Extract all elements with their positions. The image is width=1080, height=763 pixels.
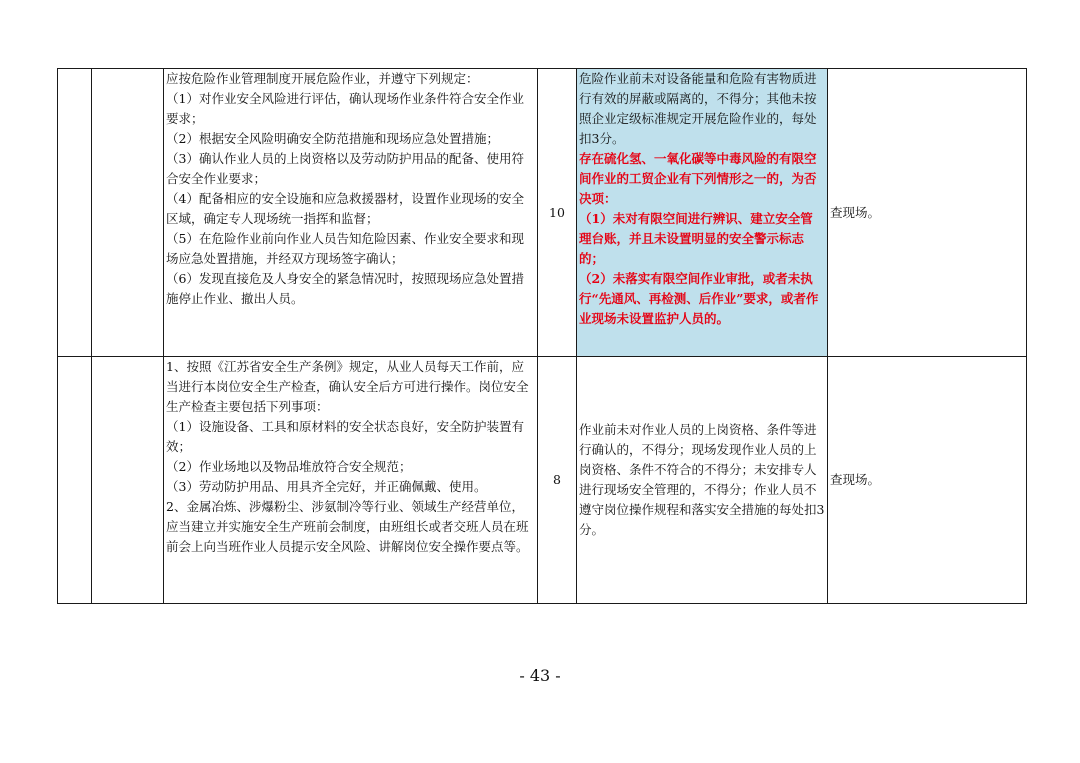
requirement-line: （3）劳动防护用品、用具齐全完好，并正确佩戴、使用。 — [166, 479, 487, 494]
table-row — [58, 69, 1027, 357]
method-cell: 查现场。 — [828, 357, 1027, 604]
standard-cell — [577, 69, 828, 357]
requirement-line: （3）确认作业人员的上岗资格以及劳动防护用品的配备、使用符合安全作业要求； — [166, 151, 524, 186]
requirement-cell — [164, 69, 538, 357]
requirement-line: （1）设施设备、工具和原材料的安全状态良好，安全防护装置有效； — [166, 419, 524, 454]
requirement-line: 2、金属冶炼、涉爆粉尘、涉氨制冷等行业、领域生产经营单位，应当建立并实施安全生产班前会制度，由班组长或者交班人员在班前会上向当班作业人员提示安全风险、讲解岗位安全操作要点等。 — [166, 499, 529, 554]
requirement-line: （2）根据安全风险明确安全防范措施和现场应急处置措施； — [166, 131, 499, 146]
standard-text: 危险作业前未对设备能量和危险有害物质进行有效的屏蔽或隔离的，不得分；其他未按照企业定级标准规定开展危险作业的，每处扣3分。 — [579, 71, 817, 146]
veto-item-text: 存在硫化氢、一氧化碳等中毒风险的有限空间作业的工贸企业有下列情形之一的，为否决项： — [579, 151, 817, 206]
requirement-line: 应按危险作业管理制度开展危险作业，并遵守下列规定： — [166, 71, 479, 86]
requirement-line: 1、按照《江苏省安全生产条例》规定，从业人员每天工作前，应当进行本岗位安全生产检查，确认安全后方可进行操作。岗位安全生产检查主要包括下列事项： — [166, 359, 529, 414]
requirement-line: （6）发现直接危及人身安全的紧急情况时，按照现场应急处置措施停止作业、撤出人员。 — [166, 271, 524, 306]
method-cell: 查现场。 — [828, 69, 1027, 357]
table-row — [58, 357, 1027, 604]
page-number: - 43 - — [519, 666, 561, 685]
veto-item-text: （1）未对有限空间进行辨识、建立安全管理台账，并且未设置明显的安全警示标志的； — [579, 211, 813, 266]
standard-cell — [577, 357, 828, 604]
blank-cell — [92, 69, 164, 357]
requirement-cell — [164, 357, 538, 604]
assessment-table — [57, 68, 1027, 604]
requirement-line: （4）配备相应的安全设施和应急救援器材，设置作业现场的安全区域，确定专人现场统一指挥和监督； — [166, 191, 524, 226]
blank-cell — [58, 69, 92, 357]
blank-cell — [92, 357, 164, 604]
requirement-line: （5）在危险作业前向作业人员告知危险因素、作业安全要求和现场应急处置措施，并经双方现场签字确认； — [166, 231, 524, 266]
standard-text: 作业前未对作业人员的上岗资格、条件等进行确认的，不得分；现场发现作业人员的上岗资格、条件不符合的不得分；未安排专人进行现场安全管理的，不得分；作业人员不遵守岗位操作规程和落实安全措施的每处扣3分。 — [579, 422, 825, 537]
blank-cell — [58, 357, 92, 604]
veto-item-text: （2）未落实有限空间作业审批，或者未执行“先通风、再检测、后作业”要求，或者作业现场未设置监护人员的。 — [579, 271, 819, 326]
score-cell: 8 — [538, 357, 577, 604]
requirement-line: （1）对作业安全风险进行评估，确认现场作业条件符合安全作业要求； — [166, 91, 524, 126]
requirement-line: （2）作业场地以及物品堆放符合安全规范； — [166, 459, 412, 474]
score-cell: 10 — [538, 69, 577, 357]
